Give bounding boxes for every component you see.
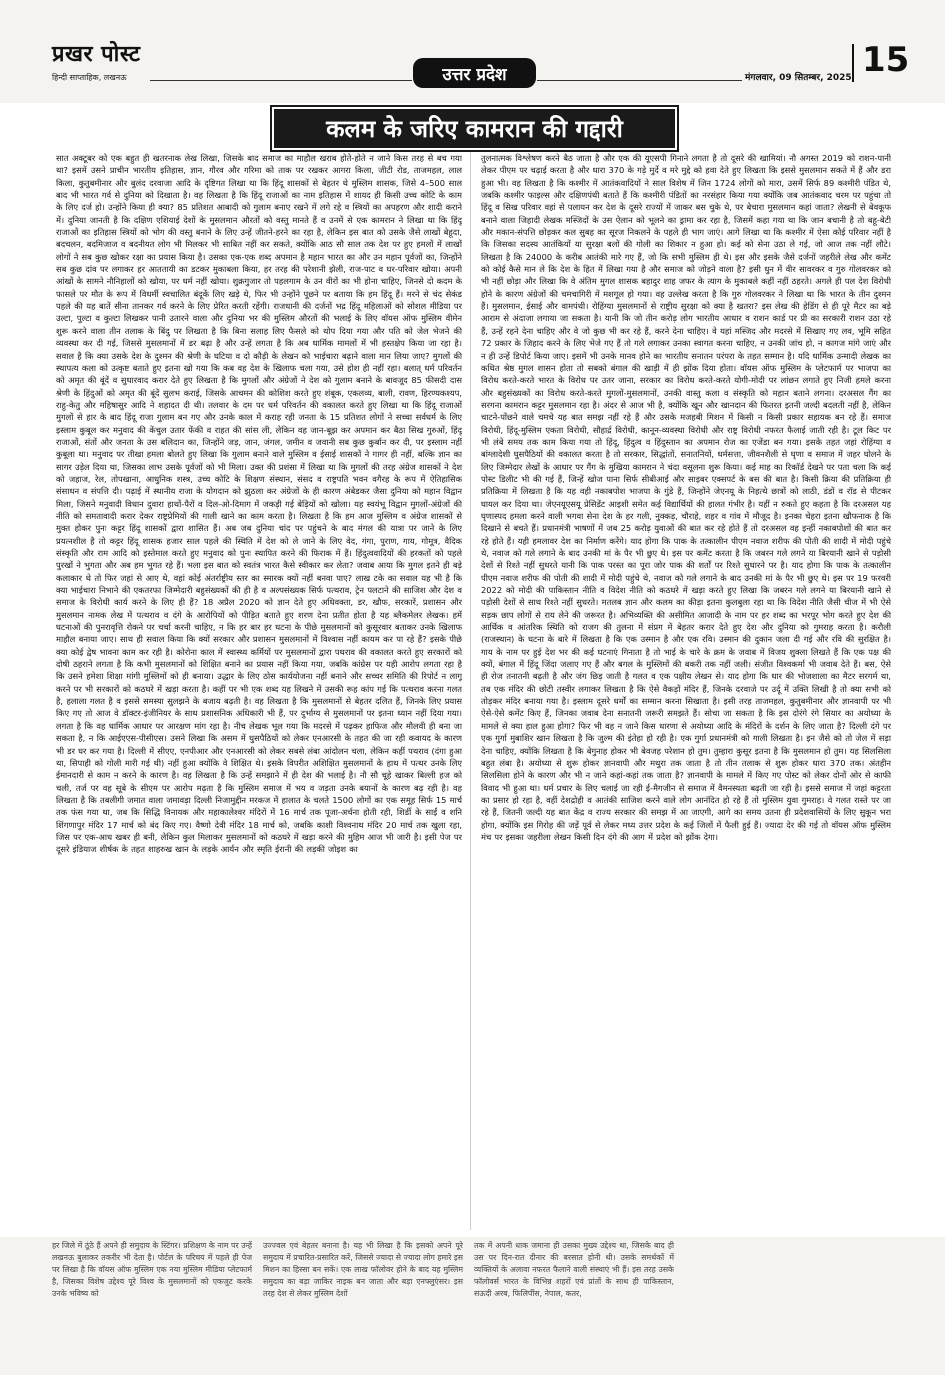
continued-column-2: उज्ज्वल एवं बेहतर बनाना है। यह भी लिखा है कि इसको अपने पूरे समुदाय में प्रचारित-प्रसारित करें, जिससे ज्यादा से ज्यादा लोग हमारे इस मिशन का हिस्सा बन सकें। एक लाख फॉलोवर होने के बाद यह मुस्लिम समुदाय का बड़ा जाकिर नाइक बन जाता और बड़ा एनफ्लुएंसर। इस तरह देश से लेकर मुस्लिम देशों bbox=[263, 1241, 463, 1298]
article-title: कलम के जरिए कामरान की गद्दारी bbox=[272, 107, 677, 150]
article-column-right: तुलनात्मक विश्लेषण करने बैठ जाता है और एक की यूएसपी गिनाने लगता है तो दूसरे की खामियां। नौ अगस्त 2019 को राशन-पानी लेकर पीएम पर चढ़ाई करता है और धारा 370 के गड़े मुर्दे व मरे मुद्दे को हवा देते हुए लिखता कि इससे मुसलमान सकते में हैं और डरा हुआ भी। वह लिखता है कि कश्मीर में आतंकवादियों ने साल विशेष में जिन 1724 लोगों को मारा, उसमें सिर्फ 89 कश्मीरी पंडित थे, जबकि कश्मीर फाइल्स और दक्षिणपंथी बताते हैं कि कश्मीरी पंडितों का नरसंहार किया गया क्योंकि जब आतंकवाद चरम पर पहुंचा तो हिंदू व सिख परिवार वहां से पलायन कर देश के दूसरे राज्यों में जाकर बस चुके थे, पर बेचारा मुसलमान कहां जाता? लेखनी से बेवकूफ बनाने वाला जिहादी लेखक मस्जिदों के उस ऐलान को भूलने का ड्रामा कर रहा है, जिसमें कहा गया था कि जान बचानी है तो बहू-बेटी और मकान-संपत्ति छोड़कर कल सुबह का सूरज निकलने के पहले ही भाग जाएं। आगे लिखा था कि कश्मीर में ऐसा कोई परिवार नहीं है कि जिसका सदस्य आतंकियों या सुरक्षा बलों की गोली का शिकार न हुआ हो। कई को सेना उठा ले गई, जो आज तक नहीं लौटे। लिखता है कि 24000 के करीब आतंकी मारे गए हैं, जो कि सभी मुस्लिम ही थे। इस और इसके जैसे दर्जनों जहरीले लेख और कमेंट को कोई कैसे मान ले कि देश के हित में लिखा गया है और समाज को जोड़ने वाला है? इसी धुन में वीर सावरकर व गुरु गोलवरकर को भी नहीं छोड़ा और लिखा कि वे अंतिम मुगल शासक बहादुर शाह जफर के त्याग के मुकाबले कहीं नहीं ठहरते। अगले ही पल देश विरोधी होने के कारण अंग्रेजों की चमचागिरी में मशगूल हो गया। वह उल्लेख करता है कि गुरु गोलवरकर ने लिखा था कि भारत के तीन दुश्मन हैं। मुसलमान, ईसाई और वामपंथी। रोहिंग्या मुसलमानों से राष्ट्रीय सुरक्षा को क्या है खतरा? इस लेख की हेडिंग से ही पूरे मैटर का बड़े आराम से अंदाजा लगाया जा सकता है। यानी कि जो तीन करोड़ लोग भारतीय आधार व राशन कार्ड पर प्री का सरकारी राशन उठा रहे हैं, उन्हें रहने देना चाहिए और वे जो कुछ भी कर रहे हैं, करने देना चाहिए। वे यहां मस्जिद और मदरसे में सिखाए गए लव, भूमि सहित 72 प्रकार के जिहाद करने के लिए भेजे गए हैं तो गले लगाकर उनका स्वागत करना चाहिए, न उनकी जांच हो, न कागज मांगे जाएं और न ही उन्हें डिपोर्ट किया जाए। इसमें भी उनके मानव होने का भारतीय सनातन परंपरा के तहत सम्मान है। यदि धार्मिक उन्मादी लेखक का कथित श्रेष्ठ मुगल शासन होता तो सबको बंगाल की खाड़ी में ही झोंक दिया होता। वॉयस ऑफ मुस्लिम के प्लेटफार्म पर भाजपा का विरोध करते-करते भारत के विरोध पर उतर जाना, सरकार का विरोध करते-करते योगी-मोदी पर लांछन लगाते हुए निजी हमले करना और बहुसंख्यकों का विरोध करते-करते मुगलों-मुसलमानों, उनकी वास्तु कला व संस्कृति को महान बताने लगना। दरअसल गैंग का सरगना कामरान कट्टर मुसलमान रहा है। अंदर से आज भी है, क्योंकि खून और खानदान की फितरत इतनी जल्दी बदलती नहीं है, लेकिन चाटने-पोंछने वाले चमचे यह बात समझ नहीं रहे हैं और उसके मजहबी मिशन में किसी न किसी प्रकार सहायक बन रहे हैं। समाज विरोधी, हिंदू-मुस्लिम एकता विरोधी, सौहार्द्र विरोधी, कानून-व्यवस्था विरोधी और राष्ट्र विरोधी नफरत फैलाई जाती रही है। टूल किट पर भी लंबे समय तक काम किया गया तो हिंदू, हिंदुत्व व हिंदुस्तान का अपमान रोज का एजेंडा बन गया। इसके तहत जहां रोहिंग्या व बांग्लादेशी घुसपैठियों की वकालत करता है तो सरकार, सिद्धांतों, सनातनियों, धर्मसत्ता, जीवनशैली से घृणा व समाज में जहर घोलने के लिए जिम्मेदार लेखों के आधार पर गैंग के मुखिया कामरान ने चंदा वसूलना शुरू किया। कई माह का रिकॉर्ड देखने पर पता चला कि कई पोस्ट डिलीट भी की गई हैं, जिन्हें खोज पाना सिर्फ सीबीआई और साइबर एक्सपर्ट के बस की बात है। किसी क्रिया की प्रतिक्रिया ही प्रतिक्रिया में लिखता है कि यह वही नकाबपोश भाजपा के गुंडे हैं, जिन्होंने जेएनयू के निहत्थे छात्रों को लाठी, डंडों व रॉड से पीटकर घायल कर दिया था। जेएनयूएसयू प्रेसिडेंट आइशी समेत कई विद्यार्थियों की हालत गंभीर है। यहीं न रुकते हुए कहता है कि दरअसल यह घृणास्पद हमला करने वाली भगवा सेना देश के हर गली, नुक्कड़, चौराहे, शहर व गांव में मौजूद है। इनका चेहरा इतना खौफनाक है कि दिखाने से बचते हैं। प्रधानमंत्री भाषणों में जब 25 करोड़ युवाओं की बात कर रहे होते हैं तो दरअसल वह इन्हीं नकाबपोशों की बात कर रहे होते हैं। यही हमलावर देश का निर्माण करेंगे। याद होगा कि पाक के तत्कालीन पीएम नवाज शरीफ की पोती की शादी में मोदी पहुंचे थे, नवाज को गले लगाने के बाद उनकी मां के पैर भी छुए थे। इस पर कमेंट करता है कि जबरन गले लगने या बिरयानी खाने से पड़ोसी देशों से रिश्ते नहीं सुधरते यानी कि पाक परस्त का पूरा जोर पाक की शर्तों पर रिश्ते सुधारने पर है। याद होगा कि पाक के तत्कालीन पीएम नवाज शरीफ की पोती की शादी में मोदी पहुंचे थे, नवाज को गले लगाने के बाद उनकी मां के पैर भी छुए थे। इस पर 19 फरवरी 2022 को मोदी की पाकिस्तान नीति व विदेश नीति को कठघरे में खड़ा करते हुए लिखा कि जबरन गले लगने या बिरयानी खाने से पड़ोसी देशों से साथ रिश्ते नहीं सुधरते। मतलब ज्ञान और कलम का कीड़ा इतना कुलबुला रहा था कि विदेश नीति जैसी चीज में भी ऐसे सड़क छाप लोगों से राय लेने की जरूरत है। अभिव्यक्ति की असीमित आजादी के नाम पर हर शब्द का भरपूर भोग करते हुए देश की आर्थिक व आंतरिक स्थिति को राजग की तुलना में संप्रग में बेहतर करार देते हुए देश और दुनिया को गुमराह करता है। करौली (राजस्थान) के घटना के बारे में लिखता है कि एक उस्मान है और एक रवि। उस्मान की दुकान जला दी गई और रवि की सुरक्षित है। गाय के नाम पर हुई देश भर की कई घटनाएं गिनाता है तो भाई के चारे के क्रम के जवाब में विजय शुक्ला लिखते हैं कि एक पक्ष की क्यों, बंगाल में हिंदू जिंदा जलाए गए हैं और बगल के मुस्लिमों की बकरी तक नहीं जली। संजीत विश्वकर्मा भी जवाब देते हैं। बस, ऐसे ही रोज तनातनी बढ़ती है और जंग छिड़ जाती है गलत व एक पक्षीय लेखन से। याद होगा कि धार की भोजशाला का मैटर सरगर्म था, तब एक मंदिर की छोटी तस्वीर लगाकर लिखता है कि ऐसे वैकड़ों मंदिर हैं, जिनके दरवाजे पर उर्दू में उक्ति लिखी है तो क्या सभी को तोड़कर मंदिर बनाया गया है। इस्लाम दूसरे धर्मों का सम्मान करना सिखाता है। इसी तरह ताजमहल, कुतुबमीनार और ज्ञानवापी पर भी ऐसे-ऐसे कमेंट किए हैं, जिनका जवाब देना सनातनी जरूरी समझते हैं। सोचा जा सकता है कि इस दोरंगे रंगे सियार का अयोध्या के मामले से क्या हाल हुआ होगा? फिर भी वह न जाने किस धारणा से अयोध्या आदि के मंदिरों के दर्शन के लिए जाता है? दिल्ली दंगे पर एक गुर्गा मुबाशिर खान लिखता है कि जुल्म की इंतेहा हो रही है। एक गुर्गा प्रधानमंत्री को गाली लिखता है। इन जैसे को तो जेल में सड़ा देना चाहिए, क्योंकि लिखता है कि बेगुनाह होकर भी बेवजह परेशान हो तुम। तुम्हारा कुसूर इतना है कि मुसलमान हो तुम। यह सिलसिला बहुत लंबा है। अयोध्या से शुरू होकर ज्ञानवापी और मथुरा तक जाता है तो तीन तलाक से शुरू होकर धारा 370 तक। अंतहीन सिलसिला होने के कारण और भी न जाने कहां-कहां तक जाता है? ज्ञानवापी के मामले में किए गए पोस्ट को लेकर दोनों ओर से काफी विवाद भी हुआ था। धर्म प्रचार के लिए चलाई जा रही ई-मैगजीन से समाज में वैमनस्यता बढ़ती जा रही है। इससे समाज में जहां कट्टरता का प्रसार हो रहा है, वहीं देशद्रोही व आतंकी साजिश करने वाले लोग आनंदित हो रहे हैं तो मुस्लिम युवा गुमराह। वे गलत रास्ते पर जा रहे हैं, जितनी जल्दी यह बात केंद्र व राज्य सरकार की समझ में आ जाएगी, आगे का समय उतना ही प्रदेशवासियों के लिए सुकून भरा होगा, क्योंकि इस गिरोह की जड़ें पूर्व से लेकर मध्य उत्तर प्रदेश के कई जिलों में फैली हुई हैं। ज्यादा देर की गई तो वॉयस ऑफ मुस्लिम मंच पर इसका जहरीला लेखन किसी दिन दंगे की आग में प्रदेश को झोंक देगा। bbox=[481, 153, 891, 842]
continued-column-1: हर जिले में ठूंठे हैं अपने ही समुदाय के स्टिंगर। प्रशिक्षण के नाम पर उन्हें लखनऊ बुलाकर तकरीर भी देता है। पोर्टल के परिचय में पहले ही पेज पर लिखा है कि वॉयस ऑफ मुस्लिम एक नया मुस्लिम मीडिया प्लेटफार्म है, जिसका विशेष उद्देश्य पूरे विश्व के मुसलमानों को एकजुट करके उनके भविष्य को bbox=[52, 1241, 252, 1298]
masthead bbox=[0, 0, 945, 88]
page-number-divider bbox=[852, 44, 854, 82]
page-number: 15 bbox=[862, 40, 910, 80]
column-divider bbox=[470, 152, 471, 1230]
issue-date: मंगलवार, 09 सितम्बर, 2025 bbox=[745, 73, 852, 83]
newspaper-subtitle: हिन्दी साप्ताहिक, लखनऊ bbox=[52, 73, 127, 82]
continued-column-3: तक में अपनी धाक जमाना ही उसका मुख्य उद्देश्य था, जिसके बाद ही उस पर दिन-रात दीनार की बरसात होनी थी। उसके समर्थकों में व्यक्तियों के अलावा नफरत फैलाने वाली संस्थाएं भी हैं। इस तरह उसके फॉलोवर्स भारत के विभिन्न शहरों एवं प्रांतों के साथ ही पाकिस्तान, सऊदी अरब, फिलिपींस, नेपाल, कतर, bbox=[474, 1241, 674, 1298]
newspaper-name: प्रखर पोस्ट bbox=[52, 41, 141, 67]
article-column-left: सात अक्टूबर को एक बहुत ही खतरनाक लेख लिखा, जिसके बाद समाज का माहौल खराब होते-होते न जाने किस तरह से बच गया था? इसमें उसने प्राचीन भारतीय इतिहास, ज्ञान, गौरव और गरिमा को ताक पर रखकर आगरा किला, जीटी रोड, ताजमहल, लाल किला, कुतुबमीनार और बुलंद दरवाजा आदि के दृष्टिगत लिखा था कि हिंदू शासकों से बेहतर थे मुस्लिम शासक, जिसे 4–500 साल बाद भी भारत गर्व से दुनिया को दिखाता है। वह लिखता है कि हिंदू राजाओं का नाम इतिहास में शायद ही किसी उच्च कोटि के काम के लिए दर्ज हो। उन्होंने किया ही क्या? 85 प्रतिशत आबादी को गुलाम बनाए रखने में लगे रहे व स्त्रियों का अपहरण और शादी कराने में। दुनिया जानती है कि दक्षिण एशियाई देशों के मुसलमान औरतों को वस्तु मानते हैं व उनमें से एक कामरान ने लिखा था कि हिंदू राजाओं का इतिहास स्त्रियों को भोग की वस्तु बनाने के लिए उन्हें जीतने-हरने का रहा है, लेकिन इस बात को उसके जैसे लाखों बेहूदा, बदचलन, बदमिजाज व बदनीयत लोग भी मिलकर भी साबित नहीं कर सकते, क्योंकि आठ सौ साल तक देश पर हुए हमलों में लाखों लोगों ने सब कुछ खोकर रक्षा का प्रयास किया है। उसका एक-एक शब्द अपमान है महान भारत का और उन महान पूर्वजों का, जिन्होंने सब कुछ दांव पर लगाकर हर आततायी का डटकर मुकाबला किया, हर तरह की परेशानी झेली, राज-पाट व घर-परिवार खोया। अपनी आंखों के सामने नौनिहालों को खोया, पर धर्म नहीं खोया। शुक्रगुजार तो पहलगाम के उन वीरों का भी होना चाहिए, जिनसे दो कदम के फासले पर मौत के रूप में विधर्मी स्वचालित बंदूकें लिए खड़े थे, फिर भी उन्होंने पूछने पर बताया कि हम हिंदू हैं। मरने से चंद सेकंड पहले की यह बातें सीना तानकर गर्व करने के लिए प्रेरित करती रहेंगी। राजधानी की दर्जनों भद्र हिंदू महिलाओं को सोशल मीडिया पर उल्टा, पुल्टा व कुल्टा लिखकर पानी उतारने वाला और दुनिया भर की मुस्लिम औरतों की भलाई के लिए वॉयस ऑफ मुस्लिम वीमेन शुरू करने वाला तीन तलाक के बिंदु पर लिखता है कि बिना सलाह लिए फैसले को थोप दिया गया और पति को जेल भेजने की व्यवस्था कर दी गई, जिससे मुसलमानों में डर बढ़ा है और उन्हें लगता है कि अब धार्मिक मामलों में भी हस्तक्षेप किया जा रहा है। सवाल है कि क्या उसके देश के दुश्मन की श्रेणी के घटिया व दो कौड़ी के लेखन को भाईचारा बढ़ाने वाला मान लिया जाए? मुगलों की स्थापत्य कला को उत्कृष्ट बताते हुए इतना खो गया कि कब वह देश के खिलाफ चला गया, उसे होश ही नहीं रहा। बलात् धर्म परिवर्तन को अमृत की बूंदें व सुधारवाद करार देते हुए लिखता है कि मुगलों और अंग्रेजों ने देश को गुलाम बनाने के बावजूद 85 फीसदी दास श्रेणी के हिंदुओं को अमृत की बूंदें सुलभ कराई, जिसके आचमन की कोशिश करते हुए शंबूक, एकलव्य, बाली, रावण, हिरण्यकश्यप, राहु-केतु और महिषासुर आदि ने शहादत दी थी। तलवार के दम पर धर्म परिवर्तन की वकालत करते हुए लिखा था कि हिंदू राजाओं मुगलों से हार के बाद हिंदू राजा गुलाम बन गए और उनके काल में कराह रही जनता के 15 प्रतिशत लोगों ने सच्चा सर्वधर्म के लिए इस्लाम कुबूल कर मनुवाद की केंचुल उतार फेंकी व राहत की सांस ली, लेकिन वह जान-बूझ कर अपमान कर बैठा सिख गुरुओं, हिंदू राजाओं, संतों और जनता के उस बलिदान का, जिन्होंने जड़, जान, जंगल, जमीन व जवानी सब कुछ कुर्बान कर दी, पर इस्लाम नहीं कुबूला था। मनुवाद पर तीखा हमला बोलते हुए लिखा कि गुलाम बनाने वाले मुस्लिम व ईसाई शासकों ने गागर ही नहीं, बल्कि ज्ञान का सागर उड़ेल दिया था, जिसका लाभ उसके पूर्वजों को भी मिला। उक्त की प्रशंसा में लिखा था कि मुगलों की तरह अंग्रेज शासकों ने देश को जहाज, रेल, तोपखाना, आधुनिक शस्त्र, उच्च कोटि के शिक्षण संस्थान, संसद व राष्ट्रपति भवन वगैरह के रूप में ऐतिहासिक संसाधन व संपत्ति दी। पढ़ाई में स्थानीय राजा के योगदान को झुठला कर अंग्रेजों के ही कारण अंबेडकर जैसा दुनिया को महान विद्वान मिला, जिसने मनुवादी विधान दुवारा हाथों-पैरों व दिल-ओ-दिमाग में जकड़ी गई बेड़ियों को खोला। यह स्वयंभू विद्वान मुगलों-अंग्रेजों की नीति को समतावादी करार देकर राष्ट्रप्रेमियों की गाली खाने का काम करता है। लिखता है कि हम आज मुस्लिम व अंग्रेज शासकों से मुक्त होकर पुनः कट्टर हिंदू शासकों द्वारा शासित हैं। अब जब दुनिया चांद पर पहुंचने के बाद मंगल की यात्रा पर जाने के लिए प्रयत्नशील है तो कट्टर हिंदू शासक हजार साल पहले की स्थिति में देश को ले जाने के लिए वेद, गंगा, पुराण, गाय, गोमूत्र, वैदिक संस्कृति और राम आदि को इस्तेमाल करते हुए मनुवाद को पुनः स्थापित करने की फिराक में हैं। हिंदुत्ववादियों की हरकतों को पहले पुरखों ने भुगता और अब हम भुगत रहे हैं। भला इस बात को स्वतंत्र भारत कैसे स्वीकार कर लेता? जवाब आया कि मुगल इतने ही बड़े कलाकार थे तो फिर जहां से आए थे, वहां कोई अंतर्राष्ट्रीय स्तर का स्मारक क्यों नहीं बनवा पाए? लाख टके का सवाल यह भी है कि क्या भाईचारा निभाने की एकतरफा जिम्मेदारी बहुसंख्यकों की ही है व अल्पसंख्यक सिर्फ पत्थराव, ट्रेन पलटाने की साजिश और देश व समाज के विरोधी कार्य करने के लिए ही हैं? 18 अप्रैल 2020 को ज्ञान देते हुए अधिवक्ता, डर, खौफ, सरकारें, प्रशासन और मुसलमान नामक लेख में पत्थराव व दंगे के आरोपियों को पीड़ित बताते हुए शरण देना प्रतीत होता है यह ब्लैकमेलर लेखक। हमें घटनाओं की पुनरावृत्ति रोकने पर चर्चा करनी चाहिए, न कि हर बार हर घटना के पीछे मुसलमानों को कुसूरवार बताकर उनके खिलाफ माहौल बनाया जाए। साथ ही सवाल किया कि क्यों सरकार और प्रशासन मुसलमानों में विश्वास नहीं कायम कर पा रहे हैं? इसके पीछे क्या कोई द्वेष भावना काम कर रही है। कोरोना काल में स्वास्थ्य कर्मियों पर मुसलमानों द्वारा पथराव की वकालत करते हुए सरकारों को दोषी ठहराने लगता है कि कभी मुसलमानों को शिक्षित बनाने का प्रयास नहीं किया गया, जबकि कांग्रेस पर यही आरोप लगता रहा है कि उसने हमेशा शिक्षा मांगी मुस्लिमों को ही बनाया। उद्धार के लिए ठोस कार्ययोजना नहीं बनाने और सच्चर समिति की रिपोर्ट न लागू करने पर भी सरकारों को कठघरे में खड़ा करता है। कहीं पर भी एक शब्द यह लिखने में उसकी रूह कांप गई कि पत्थराव करना गलत है, हलाला गलत है व इससे समस्या सुलझने के बजाय बढ़ती है। वह लिखता है कि मुसलमानों से बेहतर दलित हैं, जिनके लिए प्रयास किए गए तो आज वे डॉक्टर-इंजीनियर के साथ प्रशासनिक अधिकारी भी हैं, पर दुर्भाग्य से मुसलमानों पर इतना ध्यान नहीं दिया गया। लगता है कि वह धार्मिक आधार पर आरक्षण मांग रहा है। नीच लेखक भूल गया कि मदरसे में पढ़कर हाफिज और मौलवी ही बना जा सकता है, न कि आईएएस-पीसीएस। उसने लिखा कि असम में घुसपैठियों को लेकर एनआरसी के तहत की जा रही कवायद के कारण भी डर घर कर गया है। दिल्ली में सीएए, एनपीआर और एनआरसी को लेकर सबसे लंबा आंदोलन चला, लेकिन कहीं पथराव (दंगा हुआ था, सिपाही को गोली मारी गई थी) नहीं हुआ क्योंकि वे शिक्षित थे। इसके विपरीत अशिक्षित मुसलमानों के हाथ में पत्थर उनके लिए ईमानदारी से काम न करने के कारण है। वह लिखता है कि उन्हें समझाने में ही देश की भलाई है। नौ सौ चूहे खाकर बिल्ली हज को चली, तर्ज पर वह सूबे के सीएम पर आरोप मढ़ता है कि मुस्लिम समाज में भय व जड़ता उनके बयानों के कारण बढ़ रही है। वह लिखता है कि तबलीगी जमात वाला जमावड़ा दिल्ली निजामुद्दीन मरकज में हालात के चलते 1500 लोगों का एक समूह सिर्फ 15 मार्च तक फंस गया था, जब कि सिद्धि विनायक और महाकालेश्वर मंदिरों में 16 मार्च तक पूजा-अर्चना होती रही, शिर्डी के साईं व शनि शिंगणापुर मंदिर 17 मार्च को बंद किए गए। वैष्णो देवी मंदिर 18 मार्च को, जबकि काशी विश्वनाथ मंदिर 20 मार्च तक खुला रहा, जिस पर एक-आध खबर ही बनी, लेकिन कुल मिलाकर मुसलमानों को कठघरे में खड़ा करने की मुहिम आज भी जारी है। इसी पेज पर दूसरे इंडियाज शीर्षक के तहत शाहरुख खान के लड़के आर्यन और स्मृति ईरानी की लड़की जोइश का bbox=[56, 153, 462, 855]
header-rule-left bbox=[150, 80, 412, 81]
section-label: उत्तर प्रदेश bbox=[413, 58, 536, 88]
header-rule-right bbox=[537, 80, 742, 81]
